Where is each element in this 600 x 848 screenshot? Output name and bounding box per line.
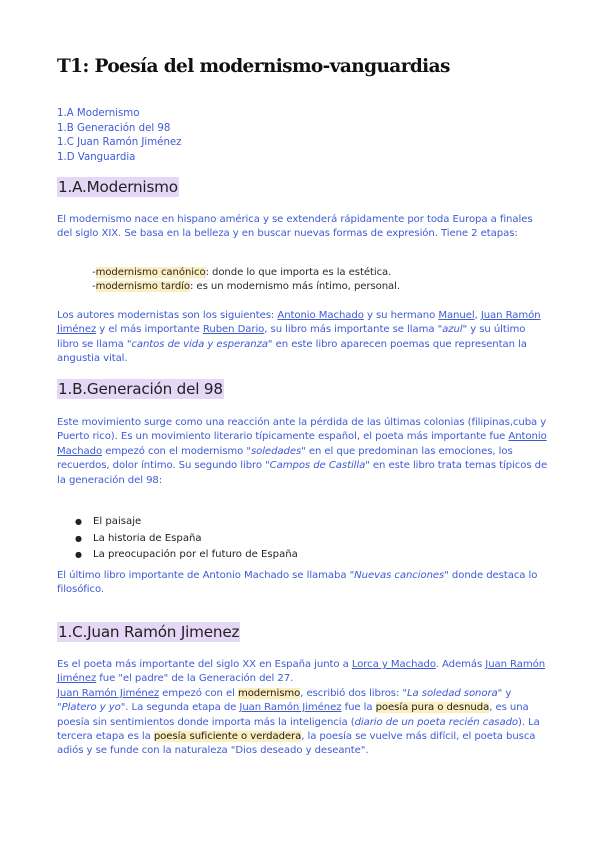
book-title: "Platero y yo" bbox=[57, 702, 126, 714]
toc-item: 1.A Modernismo bbox=[57, 108, 140, 119]
toc-item: 1.D Vanguardia bbox=[57, 151, 136, 163]
book-title: "Campos de Castilla" bbox=[265, 460, 370, 472]
list-item: ● La historia de España bbox=[75, 531, 298, 548]
book-title: "La soledad sonora" bbox=[402, 687, 503, 699]
section-heading-juan-ramon: 1.C.Juan Ramón Jimenez bbox=[58, 623, 240, 641]
themes-list bbox=[75, 514, 298, 564]
author-link[interactable]: Manuel bbox=[438, 310, 475, 321]
highlight: poesía pura o desnuda bbox=[375, 702, 490, 714]
modernismo-stage-2: -modernismo tardío: es un modernismo más íntimo, personal. bbox=[92, 281, 401, 292]
author-link[interactable]: Juan Ramón Jiménez bbox=[57, 310, 541, 336]
modernismo-intro: El modernismo nace en hispano américa y se extenderá rápidamente por toda Europa a finales del siglo XIX. Se basa en la belleza y en buscar nuevas formas de expresión. Tiene 2 etapas: bbox=[57, 214, 533, 240]
book-title: "soledades" bbox=[246, 445, 306, 457]
author-link[interactable]: Antonio Machado bbox=[277, 310, 364, 321]
stage-term: modernismo tardío bbox=[95, 281, 190, 292]
list-item: ● La preocupación por el futuro de España bbox=[75, 547, 298, 564]
section-heading-modernismo: 1.A.Modernismo bbox=[58, 178, 178, 196]
author-link[interactable]: Juan Ramón Jiménez bbox=[239, 702, 342, 714]
list-item: ● El paisaje bbox=[75, 514, 298, 531]
generacion-98-paragraph: Este movimiento surge como una reacción ante la pérdida de las últimas colonias (filipinas,cuba y Puerto rico). Es un movimiento literario típicamente español, el poeta más importante fue Antonio Machado empezó con el modernismo "soledades" en el que predominan las emociones, los recuerdos, dolor íntimo. Su segundo libro "Campos de Castilla" en este libro trata temas típicos de la generación del 98: bbox=[57, 417, 548, 486]
juan-ramon-paragraph: Es el poeta más importante del siglo XX en España junto a Lorca y Machado. Además Juan Ramón Jiménez fue "el padre" de la Generación del 27. Juan Ramón Jiménez empezó con el modernismo, escribió dos libros: "La soledad sonora" y "Platero y yo". La segunda etapa de Juan Ramón Jiménez fue la poesía pura o desnuda, es una poesía sin sentimientos donde importa más la inteligencia (diario de un poeta recién casado). La tercera etapa es la poesía suficiente o verdadera, la poesía se vuelve más difícil, el poeta busca adiós y se funde con la naturaleza "Dios deseado y deseante". bbox=[57, 659, 546, 757]
author-link[interactable]: Ruben Dario bbox=[202, 324, 265, 336]
generacion-98-closing: El último libro importante de Antonio Machado se llamaba "Nuevas canciones" donde destaca lo filosófico. bbox=[57, 570, 538, 596]
book-title: "azul" bbox=[437, 324, 468, 336]
author-link[interactable]: Lorca y Machado bbox=[351, 659, 436, 670]
book-title: "Nuevas canciones" bbox=[349, 570, 449, 581]
toc-item: 1.B Generación del 98 bbox=[57, 122, 171, 134]
modernismo-authors: Los autores modernistas son los siguientes: Antonio Machado y su hermano Manuel, Juan Ramón Jiménez y el más importante Ruben Dario, su libro más importante se llama "azul" y su último libro se llama "cantos de vida y esperanza" en este libro aparecen poemas que representan la angustia vital. bbox=[57, 310, 541, 365]
author-link[interactable]: Juan Ramón Jiménez bbox=[57, 659, 546, 685]
modernismo-stage-1: -modernismo canónico: donde lo que importa es la estética. bbox=[92, 267, 392, 278]
page-title: T1: Poesía del modernismo-vanguardias bbox=[57, 56, 450, 77]
table-of-contents bbox=[57, 107, 182, 165]
highlight: poesía suficiente o verdadera bbox=[153, 731, 302, 743]
stage-term: modernismo canónico bbox=[95, 267, 206, 278]
toc-item: 1.C Juan Ramón Jiménez bbox=[57, 137, 182, 148]
author-link[interactable]: Antonio Machado bbox=[57, 431, 547, 457]
highlight: modernismo bbox=[237, 687, 301, 699]
author-link[interactable]: Juan Ramón Jiménez bbox=[57, 687, 160, 699]
section-heading-generacion-98: 1.B.Generación del 98 bbox=[58, 380, 223, 398]
book-title: "cantos de vida y esperanza" bbox=[126, 338, 273, 350]
book-title: diario de un poeta recién casado bbox=[354, 716, 519, 728]
